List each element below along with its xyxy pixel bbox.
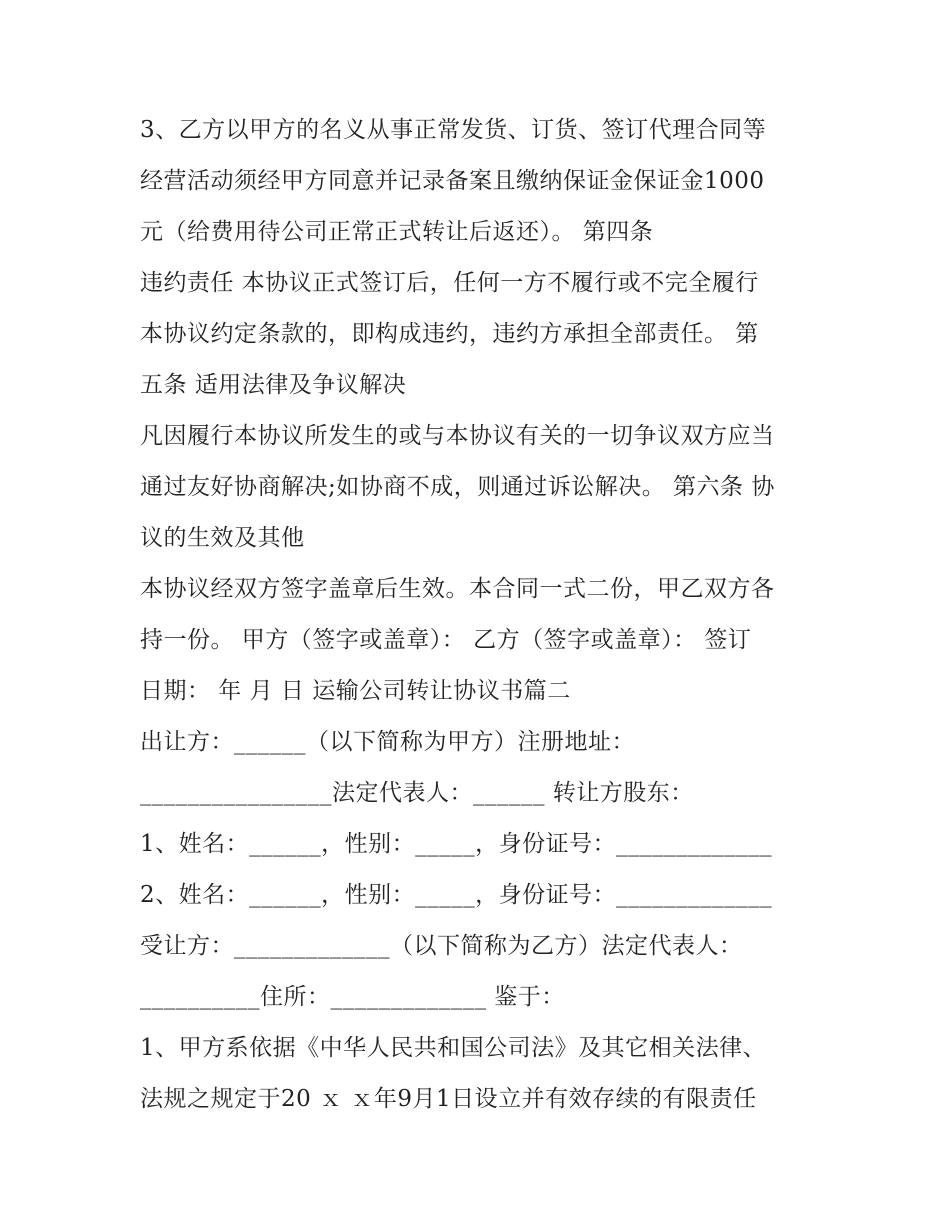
- text-line: 法规之规定于20 ｘ ｘ年9月1日设立并有效存续的有限责任: [140, 1086, 757, 1112]
- text-line: 议的生效及其他: [140, 525, 305, 551]
- text-line: 经营活动须经甲方同意并记录备案且缴纳保证金保证金1000: [140, 168, 765, 194]
- document-text: [140, 105, 830, 1125]
- text-line: ________________法定代表人：______ 转让方股东：: [140, 780, 694, 806]
- text-line: 1、姓名：______，性别：_____，身份证号：_____________: [140, 831, 773, 857]
- text-line: 1、甲方系依据《中华人民共和国公司法》及其它相关法律、: [140, 1035, 767, 1061]
- text-line: 出让方：______（以下简称为甲方）注册地址：: [140, 729, 635, 755]
- text-line: 元（给费用待公司正常正式转让后返还）。 第四条: [140, 219, 654, 245]
- text-line: 2、姓名：______，性别：_____，身份证号：_____________: [140, 882, 773, 908]
- text-line: 本协议经双方签字盖章后生效。本合同一式二份，甲乙双方各: [140, 576, 775, 602]
- text-line: 五条 适用法律及争议解决: [140, 372, 407, 398]
- text-line: __________住所：_____________ 鉴于：: [140, 984, 565, 1010]
- text-line: 通过友好协商解决;如协商不成，则通过诉讼解决。 第六条 协: [140, 474, 775, 500]
- text-line: 3、乙方以甲方的名义从事正常发货、订货、签订代理合同等: [140, 117, 767, 143]
- text-line: 违约责任 本协议正式签订后，任何一方不履行或不完全履行: [140, 270, 759, 296]
- text-line: 持一份。 甲方（签字或盖章）： 乙方（签字或盖章）： 签订: [140, 627, 752, 653]
- text-line: 本协议约定条款的，即构成违约，违约方承担全部责任。 第: [140, 321, 759, 347]
- text-line: 凡因履行本协议所发生的或与本协议有关的一切争议双方应当: [140, 423, 775, 449]
- text-line: 日期： 年 月 日 运输公司转让协议书篇二: [140, 678, 571, 704]
- text-line: 受让方：_____________（以下简称为乙方）法定代表人：: [140, 933, 743, 959]
